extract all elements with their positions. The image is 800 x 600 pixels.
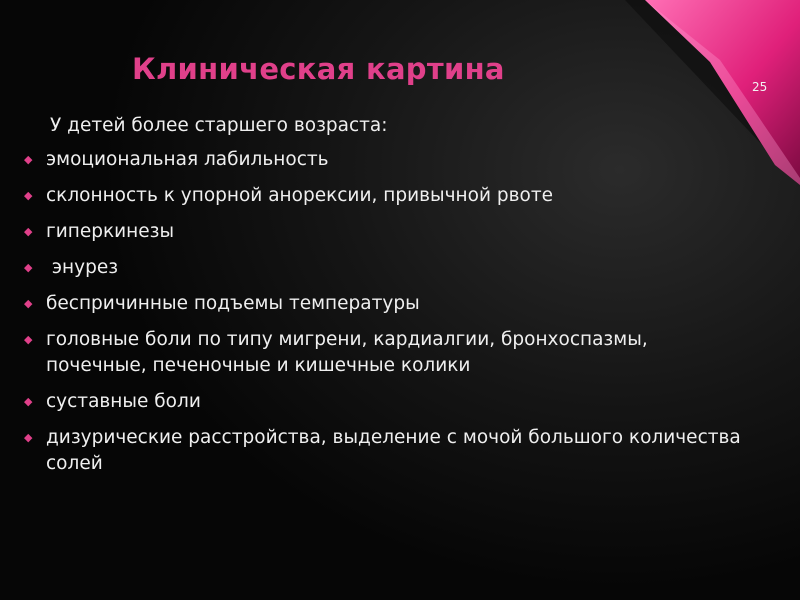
- diamond-bullet-icon: ◆: [24, 297, 33, 310]
- diamond-bullet-icon: ◆: [24, 261, 33, 274]
- diamond-bullet-icon: ◆: [24, 431, 33, 444]
- page-number: 25: [752, 80, 768, 94]
- list-item: [24, 147, 744, 173]
- list-item: [24, 425, 744, 477]
- list-item-text: дизурические расстройства, выделение с мочой большого количества солей: [46, 427, 741, 474]
- list-item-text: суставные боли: [46, 391, 201, 412]
- list-item-text: склонность к упорной анорексии, привычной рвоте: [46, 185, 553, 206]
- diamond-bullet-icon: ◆: [24, 333, 33, 346]
- diamond-bullet-icon: ◆: [24, 225, 33, 238]
- list-item: [24, 183, 744, 209]
- diamond-bullet-icon: ◆: [24, 153, 33, 166]
- list-item: [24, 327, 744, 379]
- bullet-list: [24, 147, 744, 477]
- list-item: [24, 219, 744, 245]
- list-item: [24, 389, 744, 415]
- list-item: [24, 255, 744, 281]
- diamond-bullet-icon: ◆: [24, 189, 33, 202]
- diamond-bullet-icon: ◆: [24, 395, 33, 408]
- intro-text: У детей более старшего возраста:: [50, 115, 388, 136]
- list-item-text: головные боли по типу мигрени, кардиалгии, бронхоспазмы, почечные, печеночные и кишечные колики: [46, 329, 648, 376]
- list-item-text: гиперкинезы: [46, 221, 175, 242]
- list-item-text: беспричинные подъемы температуры: [46, 293, 420, 314]
- slide-title: Клиническая картина: [132, 52, 505, 86]
- list-item-text: энурез: [46, 257, 119, 278]
- list-item-text: эмоциональная лабильность: [46, 149, 329, 170]
- list-item: [24, 291, 744, 317]
- slide-content: [24, 113, 744, 487]
